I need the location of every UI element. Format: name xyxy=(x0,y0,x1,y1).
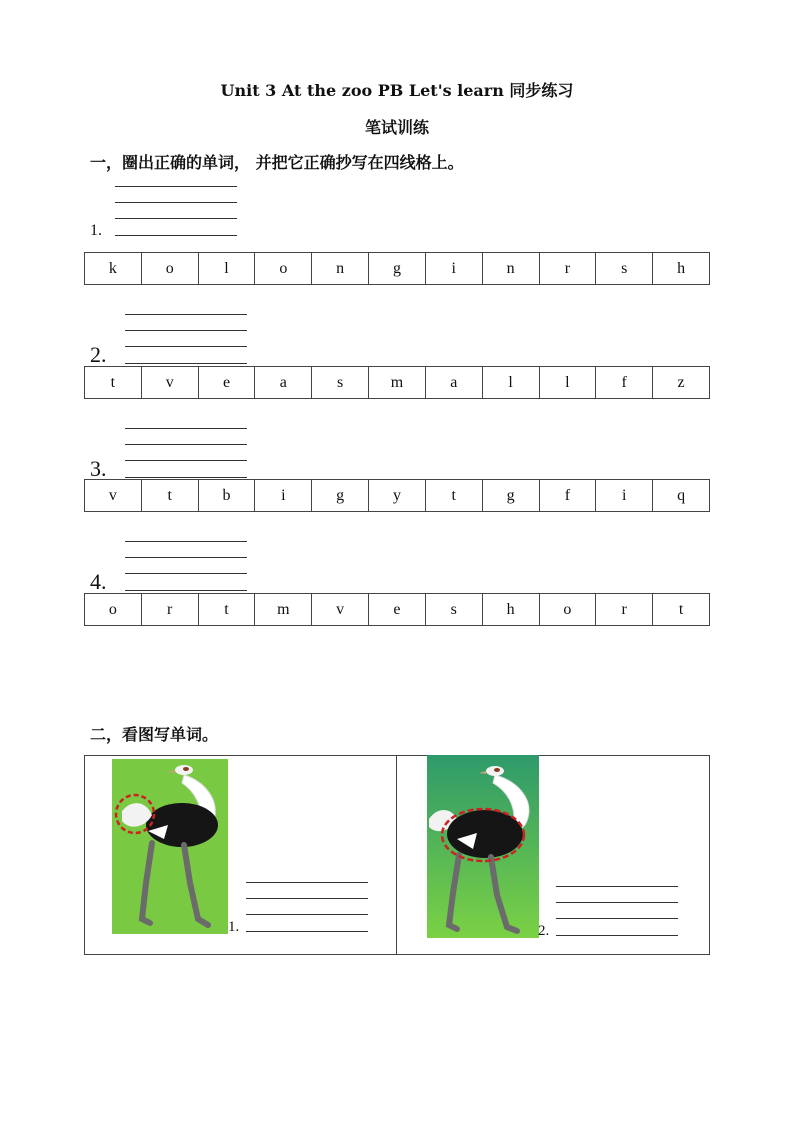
letter-table xyxy=(84,593,710,626)
letter-table xyxy=(84,366,710,399)
letter-cell[interactable]: v xyxy=(141,367,198,399)
letter-table xyxy=(84,479,710,512)
letter-cell[interactable]: t xyxy=(653,594,710,626)
letter-cell[interactable]: z xyxy=(653,367,710,399)
letter-cell[interactable]: h xyxy=(653,253,710,285)
picture-divider xyxy=(396,755,397,955)
letter-cell[interactable]: o xyxy=(141,253,198,285)
letter-cell[interactable]: o xyxy=(255,253,312,285)
letter-cell[interactable]: h xyxy=(482,594,539,626)
letter-cell[interactable]: i xyxy=(596,480,653,512)
letter-cell[interactable]: m xyxy=(255,594,312,626)
letter-row xyxy=(85,594,710,626)
letter-row xyxy=(85,367,710,399)
page-subtitle: 笔试训练 xyxy=(364,118,429,137)
letter-cell[interactable]: l xyxy=(482,367,539,399)
letter-cell[interactable]: e xyxy=(369,594,426,626)
letter-cell[interactable]: s xyxy=(312,367,369,399)
four-line-grid[interactable] xyxy=(115,186,237,240)
letter-cell[interactable]: t xyxy=(198,594,255,626)
question-number: 1. xyxy=(90,222,102,239)
grass-background xyxy=(112,759,228,934)
ostrich-body xyxy=(146,803,218,847)
letter-cell[interactable]: q xyxy=(653,480,710,512)
picture-number: 2. xyxy=(538,923,550,939)
letter-cell[interactable]: y xyxy=(369,480,426,512)
picture-number: 1. xyxy=(228,919,240,935)
four-line-grid[interactable] xyxy=(125,541,247,595)
letter-cell[interactable]: f xyxy=(539,480,596,512)
letter-cell[interactable]: v xyxy=(312,594,369,626)
letter-cell[interactable]: a xyxy=(425,367,482,399)
letter-cell[interactable]: b xyxy=(198,480,255,512)
ostrich-eye xyxy=(183,767,189,771)
letter-cell[interactable]: r xyxy=(539,253,596,285)
letter-cell[interactable]: s xyxy=(596,253,653,285)
letter-cell[interactable]: v xyxy=(85,480,142,512)
letter-cell[interactable]: e xyxy=(198,367,255,399)
letter-cell[interactable]: a xyxy=(255,367,312,399)
ostrich-body-image xyxy=(427,755,539,938)
letter-cell[interactable]: r xyxy=(141,594,198,626)
letter-cell[interactable]: l xyxy=(539,367,596,399)
letter-cell[interactable]: m xyxy=(369,367,426,399)
letter-table xyxy=(84,252,710,285)
letter-row xyxy=(85,253,710,285)
letter-cell[interactable]: s xyxy=(425,594,482,626)
question-number: 3. xyxy=(90,456,107,481)
section2-heading: 二，看图写单词。 xyxy=(90,725,219,744)
letter-cell[interactable]: t xyxy=(141,480,198,512)
letter-cell[interactable]: k xyxy=(85,253,142,285)
four-line-grid[interactable] xyxy=(125,428,247,482)
letter-cell[interactable]: f xyxy=(596,367,653,399)
letter-cell[interactable]: r xyxy=(596,594,653,626)
letter-cell[interactable]: o xyxy=(539,594,596,626)
page-title: Unit 3 At the zoo PB Let's learn 同步练习 xyxy=(220,81,574,100)
letter-row xyxy=(85,480,710,512)
letter-cell[interactable]: t xyxy=(85,367,142,399)
letter-cell[interactable]: g xyxy=(369,253,426,285)
ostrich-eye xyxy=(494,768,500,772)
letter-cell[interactable]: n xyxy=(482,253,539,285)
four-line-grid[interactable] xyxy=(556,886,678,940)
letter-cell[interactable]: g xyxy=(312,480,369,512)
ostrich-tail-image xyxy=(112,759,228,934)
section1-heading: 一，圈出正确的单词， 并把它正确抄写在四线格上。 xyxy=(90,153,464,172)
question-number: 2. xyxy=(90,342,107,367)
letter-cell[interactable]: o xyxy=(85,594,142,626)
letter-cell[interactable]: t xyxy=(425,480,482,512)
four-line-grid[interactable] xyxy=(125,314,247,368)
letter-cell[interactable]: n xyxy=(312,253,369,285)
letter-cell[interactable]: l xyxy=(198,253,255,285)
letter-cell[interactable]: i xyxy=(255,480,312,512)
letter-cell[interactable]: g xyxy=(482,480,539,512)
four-line-grid[interactable] xyxy=(246,882,368,936)
question-number: 4. xyxy=(90,569,107,594)
letter-cell[interactable]: i xyxy=(425,253,482,285)
